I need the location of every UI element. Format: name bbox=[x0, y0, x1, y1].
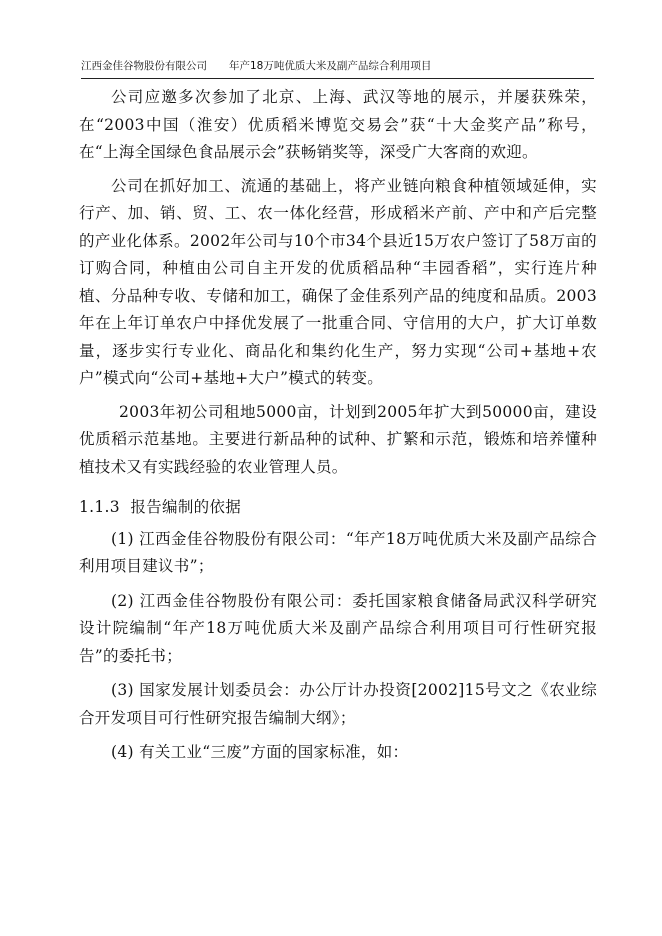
list-item: (4) 有关工业“三废”方面的国家标准，如： bbox=[111, 743, 409, 761]
paragraph-exhibitions: 公司应邀多次参加了北京、上海、武汉等地的展示，并屡获殊荣，在“2003中国（淮安）优质稻米博览交易会”获“十大金奖产品”称号，在“上海全国绿色食品展示会”获畅销奖等，深受广大客商的欢迎。 bbox=[79, 88, 597, 161]
paragraph-industry-chain: 公司在抓好加工、流通的基础上，将产业链向粮食种植领域延伸，实行产、加、销、贸、工、农一体化经营，形成稻米产前、产中和产后完整的产业化体系。2002年公司与10个市34个县近15万农户签订了58万亩的订购合同，种植由公司自主开发的优质稻品种“丰园香稻”，实行连片种植、分品种专收、专储和加工，确保了金佳系列产品的纯度和品质。2003年在上年订单农户中择优发展了一批重合同、守信用的大户，扩大订单数量，逐步实行专业化、商品化和集约化生产，努力实现“公司+基地+农户”模式向“公司+基地+大户”模式的转变。 bbox=[79, 176, 597, 387]
list-item: (1) 江西金佳谷物股份有限公司：“年产18万吨优质大米及副产品综合利用项目建议书”； bbox=[79, 529, 597, 575]
document-body bbox=[79, 84, 597, 774]
section-heading bbox=[79, 494, 597, 522]
list-item: (2) 江西金佳谷物股份有限公司：委托国家粮食储备局武汉科学研究设计院编制“年产18万吨优质大米及副产品综合利用项目可行性研究报告”的委托书； bbox=[79, 591, 597, 665]
section-title: 报告编制的依据 bbox=[130, 498, 242, 516]
paragraph-demo-base: 2003年初公司租地5000亩，计划到2005年扩大到50000亩，建设优质稻示范基地。主要进行新品种的试种、扩繁和示范，锻炼和培养懂种植技术又有实践经验的农业管理人员。 bbox=[79, 402, 597, 476]
list-item: (3) 国家发展计划委员会：办公厅计办投资[2002]15号文之《农业综合开发项目可行性研究报告编制大纲》； bbox=[79, 681, 597, 727]
header-project-title: 年产18万吨优质大米及副产品综合利用项目 bbox=[229, 60, 432, 72]
header-company-name: 江西金佳谷物股份有限公司 bbox=[81, 60, 207, 72]
section-number: 1.1.3 bbox=[79, 498, 120, 516]
page-header bbox=[81, 56, 594, 79]
